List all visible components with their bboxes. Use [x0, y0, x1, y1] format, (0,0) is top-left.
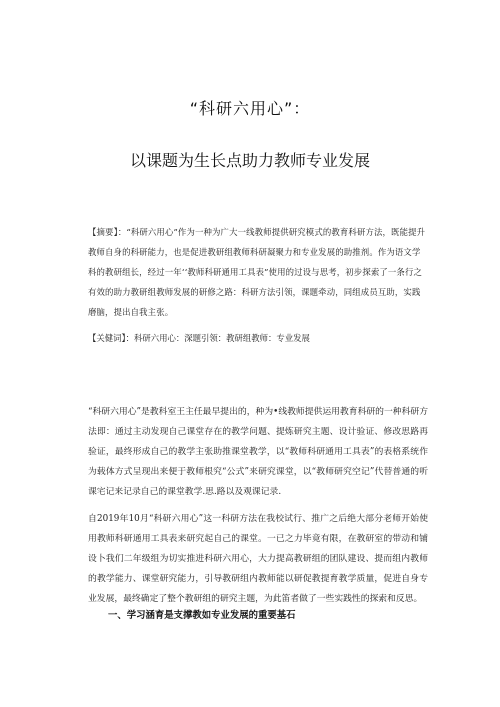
document-title: “科研六用心”：: [189, 99, 311, 118]
body-paragraph: 自2019年10月“科研六用心”这一科研方法在我校试行、推广之后绝大部分老师开始使用教师科研通用工具表来研究起自己的课堂。一已之力毕竟有限，在教研室的带动和铺设卜我们二年级组为切实推进科研六用心，大力提高教研组的团队建设、提而组内教师的教学能力、课堂研究能力，引导教研组内教师能以研促教提育教学质量，促进自身专业发展，最终确定了整个教研组的研究主题，为此笛者做了一些实践性的探索和反思。: [88, 514, 428, 604]
body-paragraph: “科研六用心”是教科室王主任最早提出的，种为•线教师提供运用教育科研的一种科研方法即：通过主动发现自己课堂存在的教学问题、提炼研究主题、设计验证、修改思路再验证，最终形成自己的教学主张助推课堂教学，以“教师科研通用工具表”的表格系统作为载体方式呈现出来便于教师根究“公式”来研究课堂，以“教师研究空记”代替普通的听课宅记来记录自己的课堂教学.思.路以及观课记录.: [88, 407, 428, 497]
section-heading: 一、学习涵育是支撑教如专业发展的重要基石: [108, 610, 296, 621]
abstract-paragraph: 【摘要】：“科研六用心”作为一种为广大一线教师提供研究模式的教育科研方法，既能提升教师自身的科研能力，也是促进教研组教师科研凝聚力和专业发展的助推剂。作为语文学科的教研组长，经过一年‘‘教师科研通用工具表”使用的过设与思考，初步探索了一条行之有效的助力教研组教师发展的研修之路：科研方法引领，课题牵动，同组成员互助，实践磨脑，提出自我主张。: [88, 227, 426, 317]
keywords-line: 【关健词】：科研六用心：深题引领：教研组教师：专业发展: [88, 333, 310, 343]
document-subtitle: 以课题为生长点助力教师专业发展: [129, 151, 370, 170]
